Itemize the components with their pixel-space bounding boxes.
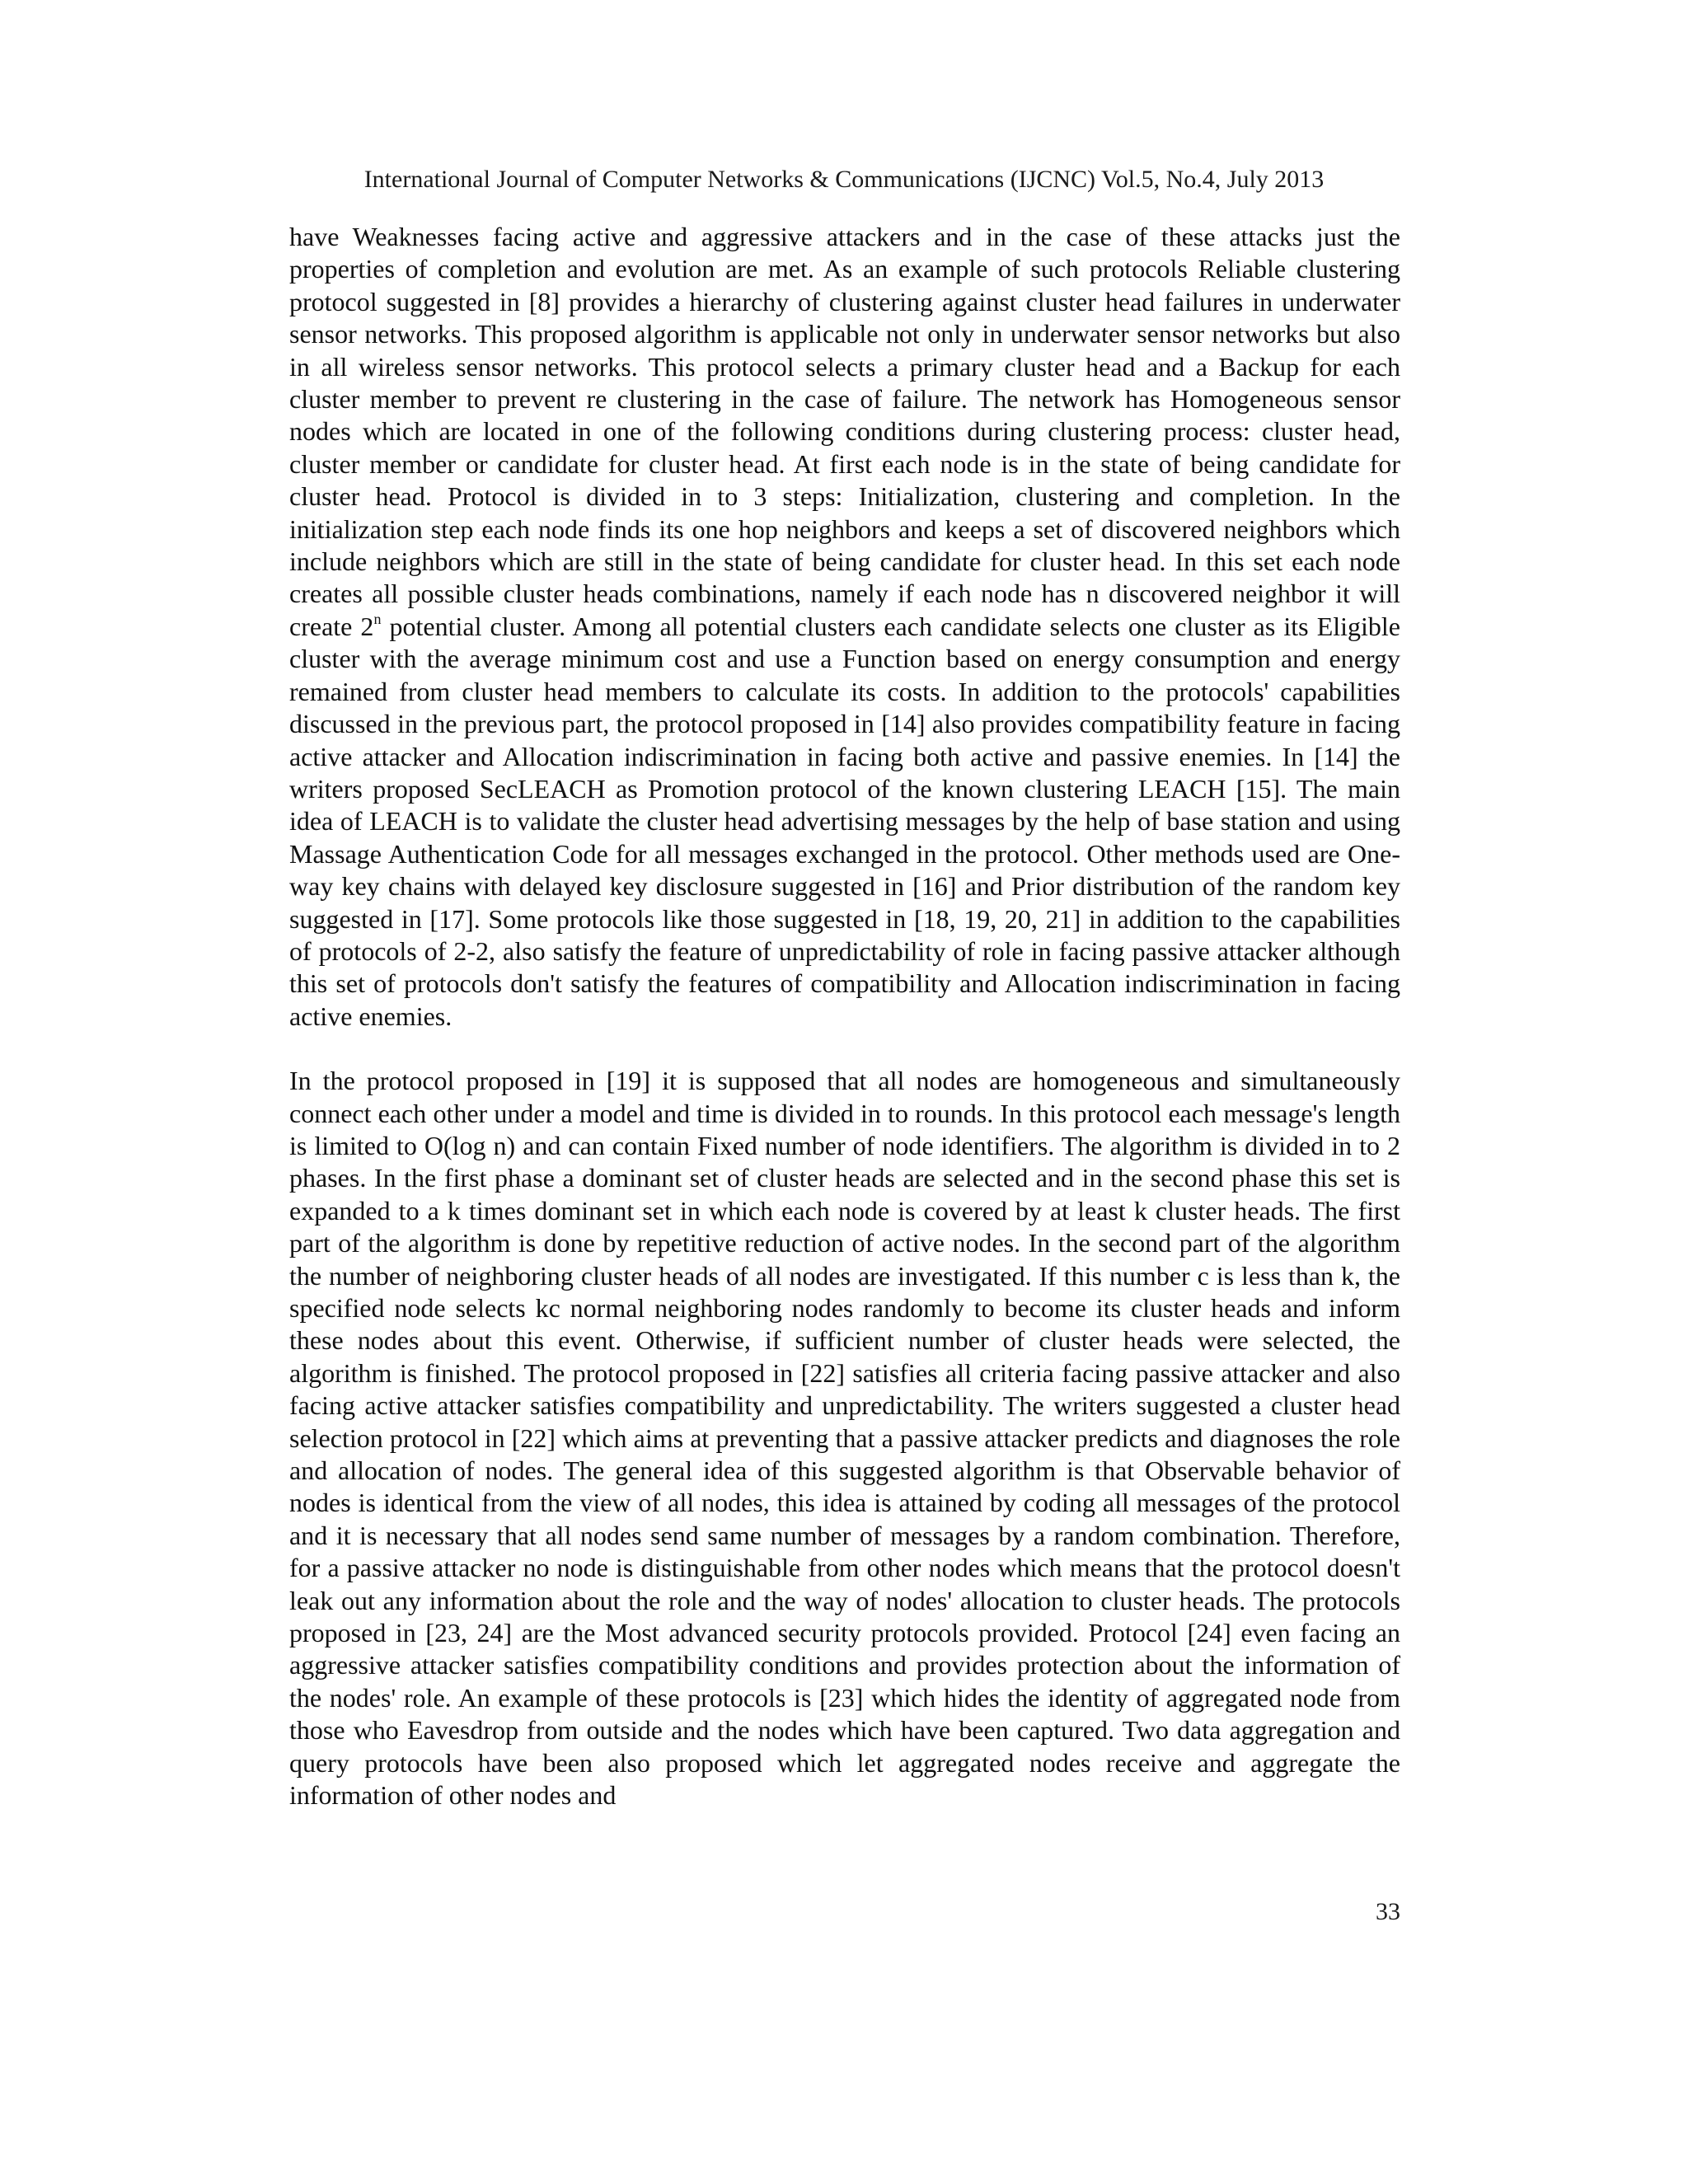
paragraph-2 bbox=[289, 1065, 1400, 1811]
paragraph-1 bbox=[289, 221, 1400, 1033]
body-text bbox=[289, 221, 1400, 1812]
running-header: International Journal of Computer Networks & Communications (IJCNC) Vol.5, No.4, July 2013 bbox=[363, 166, 1325, 193]
paragraph-1-part-1: have Weaknesses facing active and aggressive attackers and in the case of these attacks just the properties of completion and evolution are met. As an example of such protocols Reliable clustering protocol suggested in [8] provides a hierarchy of clustering against cluster head failures in underwater sensor networks. This proposed algorithm is applicable not only in underwater sensor networks but also in all wireless sensor networks. This protocol selects a primary cluster head and a Backup for each cluster member to prevent re clustering in the case of failure. The network has Homogeneous sensor nodes which are located in one of the following conditions during clustering process: cluster head, cluster member or candidate for cluster head. At first each node is in the state of being candidate for cluster head. Protocol is divided in to 3 steps: Initialization, clustering and completion. In the initialization step each node finds its one hop neighbors and keeps a set of discovered neighbors which include neighbors which are still in the state of being candidate for cluster head. In this set each node creates all possible cluster heads combinations, namely if each node has n discovered neighbor it will create 2 bbox=[289, 222, 1400, 641]
page-number: 33 bbox=[1376, 1898, 1400, 1925]
paragraph-1-part-2: potential cluster. Among all potential clusters each candidate selects one cluster as its Eligible cluster with the average minimum cost and use a Function based on energy consumption and energy remained from cluster head members to calculate its costs. In addition to the protocols' capabilities discussed in the previous part, the protocol proposed in [14] also provides compatibility feature in facing active attacker and Allocation indiscrimination in facing both active and passive enemies. In [14] the writers proposed SecLEACH as Promotion protocol of the known clustering LEACH [15]. The main idea of LEACH is to validate the cluster head advertising messages by the help of base station and using Massage Authentication Code for all messages exchanged in the protocol. Other methods used are One-way key chains with delayed key disclosure suggested in [16] and Prior distribution of the random key suggested in [17]. Some protocols like those suggested in [18, 19, 20, 21] in addition to the capabilities of protocols of 2-2, also satisfy the feature of unpredictability of role in facing passive attacker although this set of protocols don't satisfy the features of compatibility and Allocation indiscrimination in facing active enemies. bbox=[289, 611, 1401, 1031]
paragraph-2-text: In the protocol proposed in [19] it is supposed that all nodes are homogeneous and simultaneously connect each other under a model and time is divided in to rounds. In this protocol each message's length is limited to O(log n) and can contain Fixed number of node identifiers. The algorithm is divided in to 2 phases. In the first phase a dominant set of cluster heads are selected and in the second phase this set is expanded to a k times dominant set in which each node is covered by at least k cluster heads. The first part of the algorithm is done by repetitive reduction of active nodes. In the second part of the algorithm the number of neighboring cluster heads of all nodes are investigated. If this number c is less than k, the specified node selects kc normal neighboring nodes randomly to become its cluster heads and inform these nodes about this event. Otherwise, if sufficient number of cluster heads were selected, the algorithm is finished. The protocol proposed in [22] satisfies all criteria facing passive attacker and also facing active attacker satisfies compatibility and unpredictability. The writers suggested a cluster head selection protocol in [22] which aims at preventing that a passive attacker predicts and diagnoses the role and allocation of nodes. The general idea of this suggested algorithm is that Observable behavior of nodes is identical from the view of all nodes, this idea is attained by coding all messages of the protocol and it is necessary that all nodes send same number of messages by a random combination. Therefore, for a passive attacker no node is distinguishable from other nodes which means that the protocol doesn't leak out any information about the role and the way of nodes' allocation to cluster heads. The protocols proposed in [23, 24] are the Most advanced security protocols provided. Protocol [24] even facing an aggressive attacker satisfies compatibility conditions and provides protection about the information of the nodes' role. An example of these protocols is [23] which hides the identity of aggregated node from those who Eavesdrop from outside and the nodes which have been captured. Two data aggregation and query protocols have been also proposed which let aggregated nodes receive and aggregate the information of other nodes and bbox=[289, 1066, 1400, 1811]
superscript-n: n bbox=[373, 610, 382, 627]
